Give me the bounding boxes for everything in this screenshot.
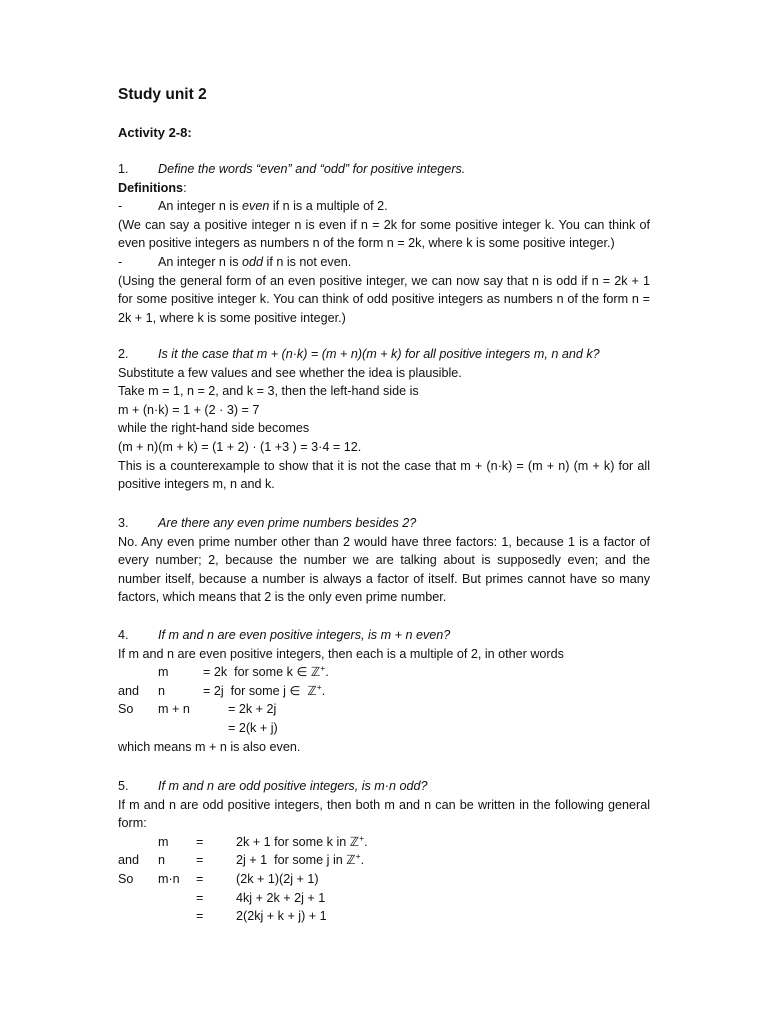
question-number: 4.	[118, 628, 129, 642]
answer-line: Substitute a few values and see whether the idea is plausible.	[118, 365, 462, 380]
even-explanation: (We can say a positive integer n is even if n = 2k for some positive integer k. You can think of even positive integers as numbers n of the form n = 2k, where k is some positive integer.)	[118, 217, 650, 251]
question-number: 2.	[118, 347, 129, 361]
question-text: Define the words “even” and “odd” for positive integers.	[158, 162, 466, 176]
question-number: 3.	[118, 516, 129, 530]
equation-row: and n = 2j for some j ∈ ℤ+.	[118, 681, 326, 698]
answer-line: Take m = 1, n = 2, and k = 3, then the left-hand side is	[118, 384, 419, 399]
answer-intro: If m and n are odd positive integers, then both m and n can be written in the following general form:	[118, 797, 650, 831]
question-number: 1.	[118, 162, 129, 176]
question-number: 5.	[118, 779, 129, 793]
odd-explanation: (Using the general form of an even positive integer, we can now say that n is odd if n = 2k + 1 for some positive integer k. You can think of odd positive integers as numbers n of the form n = 2k + 1, where k is some positive integer.)	[118, 273, 650, 325]
definitions-heading: Definitions:	[118, 180, 187, 195]
question-1-section	[118, 160, 650, 327]
equation-row: = 2(2kj + k + j) + 1	[196, 909, 327, 924]
answer-line: m + (n·k) = 1 + (2 · 3) = 7	[118, 402, 260, 417]
answer-line: (m + n)(m + k) = (1 + 2) · (1 +3 ) = 3·4 = 12.	[118, 439, 362, 454]
counterexample-conclusion: This is a counterexample to show that it is not the case that m + (n·k) = (m + n) (m + k) for all positive integers m, n and k.	[118, 458, 650, 492]
answer-conclusion: which means m + n is also even.	[118, 739, 301, 754]
equation-row: m = 2k + 1 for some k in ℤ+.	[158, 832, 368, 849]
equation-row: So m + n = 2k + 2j	[118, 702, 277, 717]
question-3-section	[118, 514, 650, 607]
question-4	[118, 626, 650, 645]
odd-definition: - An integer n is odd if n is not even.	[118, 254, 352, 269]
equation-row: So m·n = (2k + 1)(2j + 1)	[118, 871, 319, 886]
answer-paragraph: No. Any even prime number other than 2 would have three factors: 1, because 1 is a factor of every number; 2, because the number we are talking about is supposedly even; and the number itself, because a number is always a factor of itself. But primes cannot have so many factors, which means that 2 is the only even prime number.	[118, 534, 650, 605]
question-1	[118, 160, 650, 179]
question-5-section	[118, 777, 650, 926]
question-5	[118, 777, 650, 796]
page-title: Study unit 2	[118, 86, 207, 103]
question-2-section	[118, 345, 650, 494]
question-text: Is it the case that m + (n·k) = (m + n)(m + k) for all positive integers m, n and k?	[158, 347, 600, 361]
question-text: If m and n are odd positive integers, is m·n odd?	[158, 779, 428, 793]
even-definition: - An integer n is even if n is a multiple of 2.	[118, 199, 388, 214]
question-text: Are there any even prime numbers besides 2?	[158, 516, 417, 530]
equation-row: = 2(k + j)	[228, 720, 278, 735]
answer-line: while the right-hand side becomes	[118, 421, 310, 436]
question-3	[118, 514, 650, 533]
equation-row: and n = 2j + 1 for some j in ℤ+.	[118, 851, 365, 868]
answer-intro: If m and n are even positive integers, then each is a multiple of 2, in other words	[118, 646, 564, 661]
equation-row: m = 2k for some k ∈ ℤ+.	[158, 663, 329, 680]
question-text: If m and n are even positive integers, is m + n even?	[158, 628, 451, 642]
question-2	[118, 345, 650, 364]
equation-row: = 4kj + 2k + 2j + 1	[196, 890, 326, 905]
question-4-section	[118, 626, 650, 756]
activity-heading: Activity 2-8:	[118, 125, 192, 140]
